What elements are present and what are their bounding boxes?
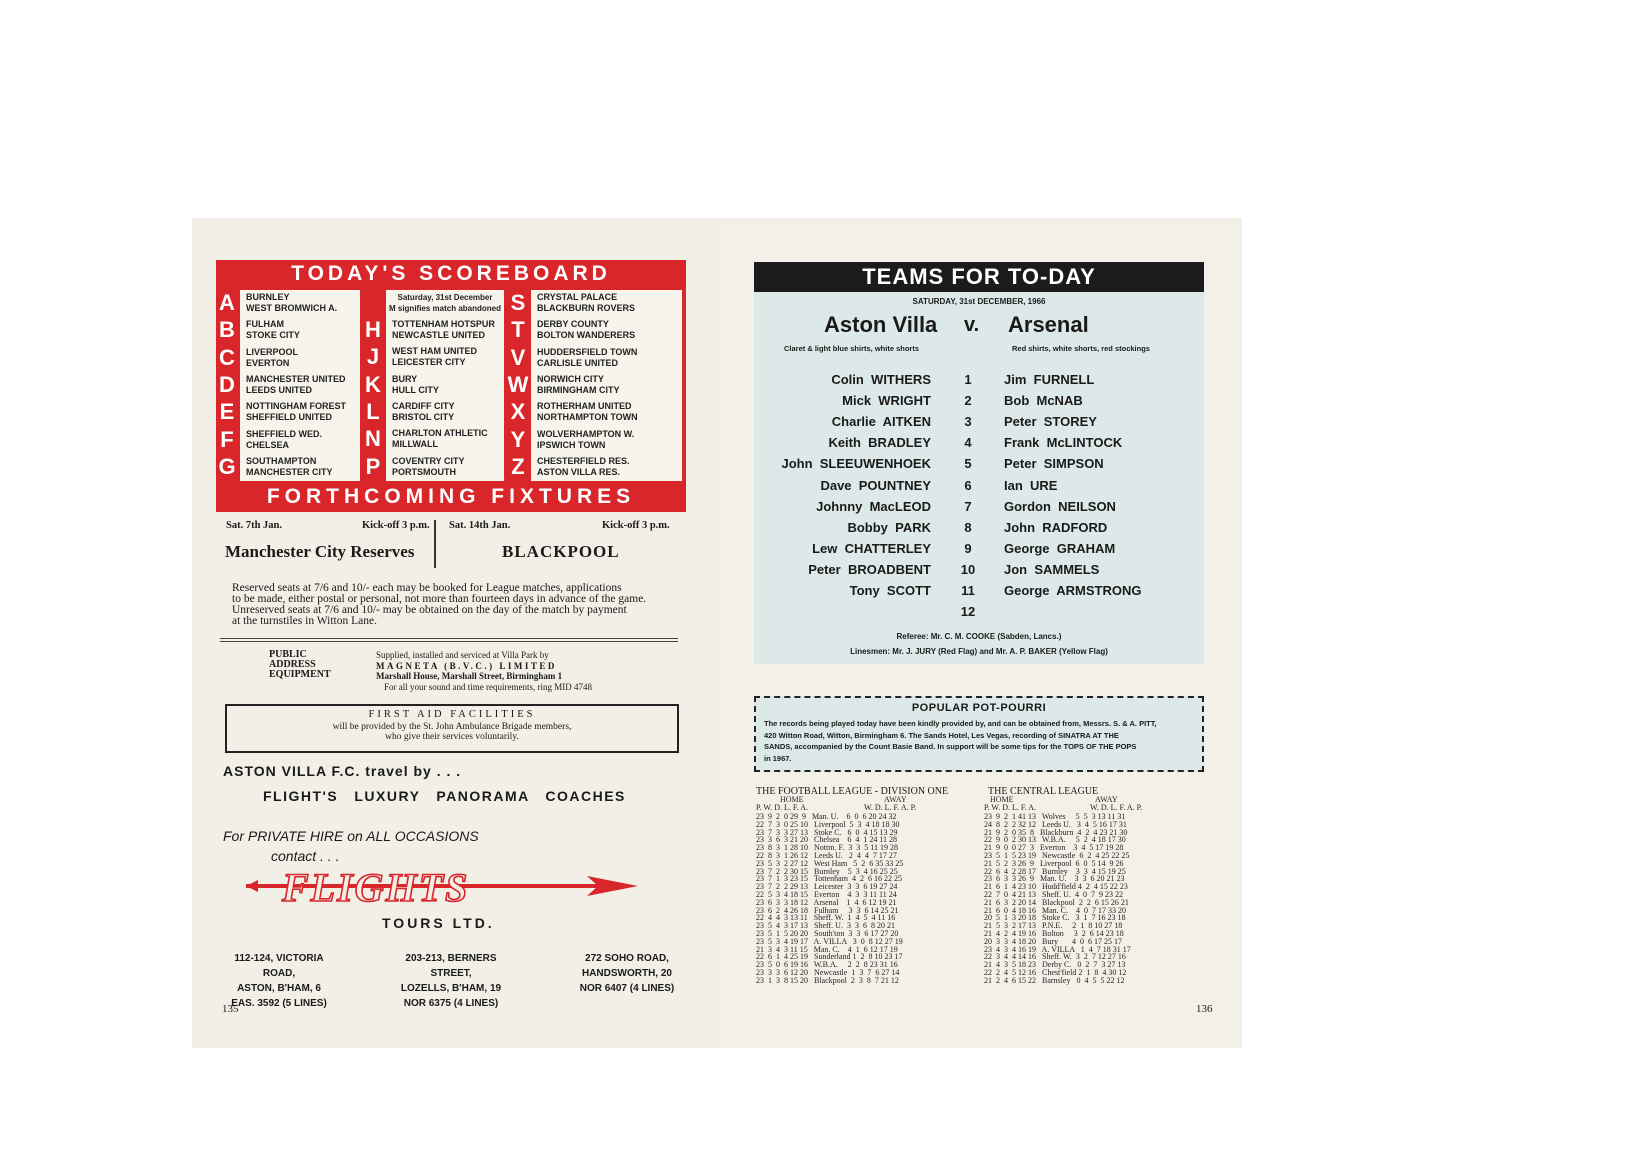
page-number-right: 136: [1196, 1003, 1213, 1015]
left-page: [192, 218, 720, 1048]
scoreboard-letter-p: P: [365, 453, 381, 479]
player-row: [754, 372, 1204, 390]
table-row: 23 8 3 1 28 10 Nottm. F. 3 3 5 11 19 28: [756, 843, 898, 853]
pa-text-line: Supplied, installed and serviced at Villa Park by: [376, 650, 549, 660]
fixture2-date: Sat. 14th Jan.: [449, 520, 511, 531]
table-row: 21 5 2 3 26 9 Liverpool 6 0 5 14 9 26: [984, 858, 1124, 868]
shirt-number: 6: [964, 477, 972, 493]
table-row: 21 9 0 0 27 3 Everton 3 4 5 17 19 28: [984, 843, 1124, 853]
table-row: 22 7 0 4 21 13 Sheff. U. 4 0 7 9 23 22: [984, 889, 1123, 899]
scoreboard-letter-h: H: [365, 317, 381, 342]
scoreboard-letter-j: J: [366, 344, 380, 370]
coaches-line: FLIGHT'S LUXURY PANORAMA COACHES: [263, 788, 626, 804]
scoreboard-letter-l: L: [366, 398, 380, 424]
pa-company: MAGNETA (B.V.C.) LIMITED: [376, 660, 557, 671]
shirt-number: 3: [964, 414, 972, 430]
away-club: LEEDS UNITED: [246, 384, 313, 395]
shirt-number: 12: [960, 604, 976, 620]
home-colours: Claret & light blue shirts, white shorts: [784, 344, 920, 353]
scoreboard-letter-t: T: [511, 317, 525, 343]
div1-away-label: AWAY: [884, 795, 907, 804]
table-row: 22 4 4 3 13 11 Sheff. W. 1 4 5 4 11 16: [756, 913, 896, 923]
table-row: 22 3 4 4 14 16 Sheff. W. 3 2 7 12 27 16: [984, 952, 1126, 962]
player-row: [754, 583, 1204, 601]
table-row: 22 2 4 5 12 16 Chest'field 2 1 8 4 30 12: [984, 967, 1127, 977]
table-row: 23 6 3 3 18 12 Arsenal 1 4 6 12 19 21: [756, 897, 897, 907]
table-row: 22 8 3 1 26 12 Leeds U. 2 4 4 7 17 27: [756, 850, 897, 860]
address-line: HANDSWORTH, 20: [581, 968, 672, 979]
home-player: Johnny MacLEOD: [816, 498, 931, 514]
table-row: 23 1 3 8 15 20 Blackpool 2 3 8 7 21 12: [756, 975, 899, 985]
home-club: DERBY COUNTY: [537, 319, 609, 330]
away-club: BIRMINGHAM CITY: [537, 384, 620, 395]
away-club: MILLWALL: [392, 439, 438, 450]
table-row: 21 4 3 5 18 23 Derby C. 0 2 7 3 27 13: [984, 960, 1126, 970]
address-3: [572, 951, 682, 996]
table-row: 23 3 3 6 12 20 Newcastle 1 3 7 6 27 14: [756, 967, 900, 977]
address-line: ASTON, B'HAM, 6: [237, 983, 321, 994]
home-player: Dave POUNTNEY: [820, 477, 931, 493]
shirt-number: 9: [964, 540, 972, 556]
away-player: Peter STOREY: [1004, 414, 1097, 430]
player-row: [754, 604, 1204, 622]
away-club: HULL CITY: [392, 384, 439, 395]
scoreboard-letter-f: F: [220, 426, 234, 452]
scoreboard-match: [246, 401, 346, 423]
div1-home-label: HOME: [780, 795, 804, 804]
table-row: 22 6 4 2 28 17 Burnley 3 3 4 15 19 25: [984, 866, 1126, 876]
away-club: EVERTON: [246, 357, 290, 368]
shirt-number: 2: [964, 393, 972, 409]
away-club: LEICESTER CITY: [392, 357, 466, 368]
player-row: [754, 478, 1204, 496]
scoreboard-match: [537, 292, 635, 314]
referee: Referee: Mr. C. M. COOKE (Sabden, Lancs.): [896, 632, 1062, 641]
table-row: 21 2 4 6 15 22 Barnsley 0 4 5 5 22 12: [984, 975, 1125, 985]
shirt-number: 5: [964, 456, 972, 472]
travel-line: ASTON VILLA F.C. travel by . . .: [223, 763, 462, 779]
home-player: Mick WRIGHT: [842, 393, 931, 409]
home-club: SOUTHAMPTON: [246, 455, 317, 466]
pa-label-line: EQUIPMENT: [269, 669, 331, 680]
address-line: NOR 6407 (4 LINES): [579, 983, 675, 994]
logo-arrow-tail: [246, 880, 258, 892]
away-colours: Red shirts, white shorts, red stockings: [1012, 344, 1150, 353]
first-aid-line: who give their services voluntarily.: [385, 732, 519, 742]
scoreboard-match: [392, 428, 488, 450]
table-row: 23 9 2 1 41 13 Wolves 5 5 3 13 11 31: [984, 812, 1126, 821]
table-row: 23 5 0 6 19 16 W.B.A. 2 2 8 23 31 16: [756, 960, 898, 970]
scoreboard-match: [246, 292, 337, 314]
home-player: John SLEEUWENHOEK: [781, 456, 931, 472]
address-line: 112-124, VICTORIA ROAD,: [234, 953, 324, 979]
central-cols: P. W. D. L. F. A.: [984, 803, 1037, 812]
fixture1-opponent: Manchester City Reserves: [225, 542, 415, 561]
table-row: 21 6 3 2 20 14 Blackpool 2 2 6 15 26 21: [984, 897, 1129, 907]
div1-cols: P. W. D. L. F. A.: [756, 803, 809, 812]
scoreboard: [216, 260, 686, 512]
fixture1-date: Sat. 7th Jan.: [226, 520, 283, 531]
fixture2-kickoff: Kick-off 3 p.m.: [602, 520, 670, 531]
potpourri-box: [754, 696, 1204, 772]
central-away-label: AWAY: [1095, 795, 1118, 804]
scoreboard-match: [246, 319, 300, 341]
linesmen: Linesmen: Mr. J. JURY (Red Flag) and Mr. A. P. BAKER (Yellow Flag): [850, 647, 1108, 656]
away-club: SHEFFIELD UNITED: [246, 412, 333, 423]
potpourri-line: 420 Witton Road, Witton, Birmingham 6. The Sands Hotel, Les Vegas, recording of SINATRA AT THE: [764, 730, 1119, 740]
potpourri-text: [764, 718, 1196, 764]
potpourri-line: The records being played today have been kindly provided by, and can be obtained from, Messrs. S. & A. PITT,: [764, 719, 1157, 728]
away-player: Bob McNAB: [1004, 393, 1083, 409]
scoreboard-match: [537, 319, 635, 341]
central-away-cols: W. D. L. F. A. P.: [1090, 803, 1143, 812]
scoreboard-match: [392, 346, 477, 368]
away-club: IPSWICH TOWN: [537, 439, 606, 450]
shirt-number: 10: [960, 561, 976, 577]
table-row: 23 5 3 2 27 12 West Ham 5 2 6 35 33 25: [756, 858, 904, 868]
table-row: 21 3 4 3 11 15 Man. C. 4 1 6 12 17 19: [756, 944, 898, 954]
table-row: 24 8 2 2 32 12 Leeds U. 3 4 5 16 17 31: [984, 819, 1127, 829]
div1-away-cols: W. D. L. F. A. P.: [864, 803, 917, 812]
home-club: LIVERPOOL: [246, 346, 299, 357]
potpourri-line: in 1967.: [764, 753, 792, 763]
reserved-line: Reserved seats at 7/6 and 10/- each may be booked for League matches, applications: [232, 582, 622, 594]
versus: v.: [964, 314, 980, 336]
away-club: CHELSEA: [246, 439, 290, 450]
home-club: WOLVERHAMPTON W.: [537, 428, 635, 439]
home-club: CHARLTON ATHLETIC: [392, 428, 488, 439]
table-row: 22 6 1 4 25 19 Sunderland 1 2 8 10 23 17: [756, 952, 903, 962]
player-row: [754, 414, 1204, 432]
home-club: MANCHESTER UNITED: [246, 373, 346, 384]
home-club: HUDDERSFIELD TOWN: [537, 346, 638, 357]
scoreboard-title: TODAY'S SCOREBOARD: [291, 262, 611, 285]
away-club: MANCHESTER CITY: [246, 466, 333, 477]
pa-label-line: PUBLIC: [269, 649, 307, 660]
home-club: CRYSTAL PALACE: [537, 292, 618, 302]
shirt-number: 4: [964, 435, 972, 451]
table-row: 21 9 2 0 35 8 Blackburn 4 2 4 23 21 30: [984, 827, 1128, 837]
tours-ltd: TOURS LTD.: [382, 915, 495, 931]
table-row: 23 7 3 3 27 13 Stoke C. 6 0 4 15 13 29: [756, 827, 898, 837]
address-line: EAS. 3592 (5 LINES): [231, 998, 327, 1009]
table-row: 22 5 3 4 18 15 Everton 4 3 3 11 11 24: [756, 889, 897, 899]
home-club: CHESTERFIELD RES.: [537, 455, 630, 466]
scoreboard-letter-w: W: [507, 371, 529, 397]
reserved-line: at the turnstiles in Witton Lane.: [232, 615, 377, 627]
player-row: [754, 541, 1204, 559]
home-club: FULHAM: [246, 319, 284, 330]
div1-table: [756, 813, 903, 985]
potpourri-title: POPULAR POT-POURRI: [911, 702, 1047, 714]
central-table: [984, 813, 1131, 985]
private-hire: For PRIVATE HIRE on ALL OCCASIONS: [223, 828, 479, 844]
scoreboard-match: [537, 456, 630, 478]
pa-text-line: Marshall House, Marshall Street, Birmingham 1: [376, 671, 563, 681]
address-1: [223, 951, 335, 1011]
away-club: NORTHAMPTON TOWN: [537, 412, 638, 423]
teams-panel: [754, 292, 1204, 664]
table-row: 21 5 3 2 17 13 P.N.E. 2 1 8 10 27 18: [984, 921, 1123, 931]
away-player: Jon SAMMELS: [1004, 561, 1100, 577]
fixtures-divider: [434, 520, 436, 568]
away-club: BRISTOL CITY: [392, 411, 455, 422]
table-row: 22 9 0 2 30 13 W.B.A. 5 2 4 18 17 30: [984, 835, 1126, 845]
scoreboard-letter-n: N: [365, 426, 381, 452]
match-date: SATURDAY, 31st DECEMBER, 1966: [912, 297, 1046, 306]
away-player: Peter SIMPSON: [1004, 456, 1104, 472]
divider: [220, 638, 678, 639]
home-player: Charlie AITKEN: [831, 414, 931, 430]
first-aid-box: [225, 704, 679, 753]
scoreboard-letter-z: Z: [511, 453, 525, 479]
away-team: Arsenal: [1008, 312, 1089, 337]
away-player: Gordon NEILSON: [1004, 498, 1116, 514]
table-row: 21 6 1 4 23 10 Hudd'field 4 2 4 15 22 23: [984, 882, 1128, 892]
home-player: Bobby PARK: [847, 519, 931, 535]
fixtures-title: FORTHCOMING FIXTURES: [266, 485, 636, 508]
scoreboard-letter-g: G: [218, 453, 236, 479]
table-row: 23 5 1 5 23 19 Newcastle 6 2 4 25 22 25: [984, 850, 1130, 860]
home-player: Colin WITHERS: [831, 372, 931, 387]
reserved-line: Unreserved seats at 7/6 and 10/- may be obtained on the day of the match by payment: [232, 604, 627, 616]
central-home-label: HOME: [990, 795, 1014, 804]
reserved-line: to be made, either postal or personal, not more than fourteen days in advance of the game.: [232, 593, 647, 605]
div1-title: THE FOOTBALL LEAGUE - DIVISION ONE: [756, 786, 949, 797]
table-row: 21 4 2 4 19 16 Bolton 3 2 6 14 23 18: [984, 928, 1124, 938]
pa-label: [269, 650, 331, 680]
shirt-number: 8: [964, 519, 972, 535]
table-row: 21 6 0 4 18 16 Man. C. 4 0 7 17 33 20: [984, 905, 1126, 915]
player-row: [754, 393, 1204, 411]
logo-text: FLIGHTS: [282, 865, 470, 910]
home-club: SHEFFIELD WED.: [246, 428, 322, 439]
reserved-seats-text: [232, 583, 682, 627]
away-player: George GRAHAM: [1004, 540, 1116, 556]
home-player: Peter BROADBENT: [808, 561, 931, 577]
right-page: [720, 218, 1242, 1048]
central-title: THE CENTRAL LEAGUE: [988, 786, 1099, 797]
scoreboard-letter-y: Y: [510, 426, 526, 452]
table-row: 20 5 1 3 20 18 Stoke C. 3 1 7 16 23 18: [984, 913, 1126, 923]
home-player: Keith BRADLEY: [828, 435, 931, 451]
scoreboard-match: [246, 374, 346, 396]
first-aid-title: FIRST AID FACILITIES: [368, 709, 536, 720]
scoreboard-match: [246, 429, 322, 451]
home-club: ROTHERHAM UNITED: [537, 401, 632, 412]
scoreboard-letter-d: D: [219, 371, 235, 397]
date-note-2: M signifies match abandoned: [388, 304, 501, 313]
scoreboard-match: [537, 401, 638, 423]
scoreboard-letter-b: B: [219, 317, 235, 343]
scoreboard-match: [392, 456, 465, 478]
player-row: [754, 562, 1204, 580]
address-2: [391, 951, 511, 1011]
table-row: 23 5 4 3 17 13 Sheff. U. 3 3 6 8 20 21: [756, 921, 895, 931]
table-row: 23 7 2 2 30 15 Burnley 5 3 4 16 25 25: [756, 866, 898, 876]
table-row: 20 3 3 4 18 20 Bury 4 0 6 17 25 17: [984, 936, 1122, 946]
scoreboard-letter-x: X: [510, 399, 526, 425]
scoreboard-match: [246, 347, 298, 369]
scoreboard-letter-s: S: [510, 290, 526, 315]
first-aid-line: will be provided by the St. John Ambulance Brigade members,: [332, 722, 572, 732]
shirt-number: 7: [964, 498, 972, 514]
home-player: Lew CHATTERLEY: [812, 540, 931, 556]
table-row: 23 5 3 4 19 17 A. VILLA 3 0 8 12 27 19: [756, 936, 903, 946]
pa-text: [376, 650, 592, 692]
flights-logo: [242, 862, 642, 914]
pa-text-line: For all your sound and time requirements, ring MID 4748: [384, 681, 592, 692]
player-row: [754, 499, 1204, 517]
scoreboard-match: [392, 319, 495, 341]
address-line: 203-213, BERNERS STREET,: [405, 953, 497, 979]
away-player: George ARMSTRONG: [1004, 583, 1142, 598]
home-player: Tony SCOTT: [849, 583, 931, 598]
shirt-number: 11: [961, 583, 975, 598]
player-row: [754, 456, 1204, 474]
home-team: Aston Villa: [824, 312, 938, 337]
away-club: BLACKBURN ROVERS: [537, 303, 636, 313]
scoreboard-letter-v: V: [510, 344, 526, 370]
scoreboard-letter-k: K: [365, 371, 381, 397]
table-row: 23 4 3 4 16 19 A. VILLA 1 4 7 18 31 17: [984, 944, 1131, 954]
table-row: 23 3 6 3 21 20 Chelsea 6 4 1 24 11 28: [756, 835, 898, 845]
home-club: COVENTRY CITY: [392, 455, 465, 466]
scoreboard-match: [246, 456, 333, 478]
address-line: 272 SOHO ROAD,: [585, 953, 669, 964]
fixture2-opponent: BLACKPOOL: [502, 542, 620, 561]
contact-line: contact . . .: [271, 848, 340, 864]
away-player: Jim FURNELL: [1004, 372, 1095, 387]
away-club: STOKE CITY: [246, 330, 300, 341]
away-player: Ian URE: [1004, 477, 1058, 493]
teams-banner: TEAMS FOR TO-DAY: [754, 262, 1204, 292]
address-line: NOR 6375 (4 LINES): [403, 998, 499, 1009]
page-number-left: 135: [222, 1003, 239, 1015]
table-row: 23 6 2 4 26 18 Fulham 3 3 6 14 25 21: [756, 905, 899, 915]
away-club: BOLTON WANDERERS: [537, 330, 636, 341]
table-row: 23 9 2 0 29 9 Man. U. 6 0 6 20 24 32: [756, 812, 897, 821]
scoreboard-match: [537, 429, 634, 451]
away-club: ASTON VILLA RES.: [537, 466, 621, 477]
away-club: WEST BROMWICH A.: [246, 303, 338, 313]
home-club: NOTTINGHAM FOREST: [246, 401, 346, 412]
scoreboard-match: [392, 374, 439, 396]
shirt-number: 1: [964, 372, 972, 387]
scoreboard-match: [392, 401, 455, 423]
scoreboard-letter-a: A: [219, 290, 235, 315]
fixture1-kickoff: Kick-off 3 p.m.: [362, 520, 430, 531]
scoreboard-match: [537, 374, 620, 396]
away-club: PORTSMOUTH: [392, 466, 456, 477]
player-row: [754, 520, 1204, 538]
scoreboard-letter-e: E: [219, 399, 235, 425]
potpourri-line: SANDS, accompanied by the Count Basie Band. In support will be some tips for the TOPS OF THE POPS: [764, 742, 1137, 751]
home-club: WEST HAM UNITED: [392, 346, 477, 357]
away-club: NEWCASTLE UNITED: [392, 330, 485, 340]
home-club: BURNLEY: [246, 292, 290, 302]
away-player: John RADFORD: [1004, 519, 1108, 535]
table-row: 23 6 3 3 26 9 Man. U. 3 3 6 20 21 23: [984, 874, 1125, 884]
scoreboard-letter-c: C: [219, 344, 235, 370]
table-row: 23 7 2 2 29 13 Leicester 3 3 6 19 27 24: [756, 882, 898, 892]
player-row: [754, 435, 1204, 453]
address-line: LOZELLS, B'HAM, 19: [400, 983, 502, 994]
table-row: 22 7 3 0 25 10 Liverpool 5 3 4 18 18 30: [756, 819, 900, 829]
home-club: BURY: [392, 373, 418, 384]
home-club: NORWICH CITY: [537, 373, 604, 384]
scoreboard-match: [537, 347, 637, 369]
home-club: CARDIFF CITY: [392, 400, 455, 411]
away-club: CARLISLE UNITED: [537, 357, 618, 368]
divider: [220, 641, 678, 642]
table-row: 23 5 1 5 20 20 South'ton 3 3 6 17 27 20: [756, 928, 899, 938]
away-player: Frank McLINTOCK: [1004, 435, 1123, 451]
date-note-1: Saturday, 31st December: [397, 293, 493, 302]
home-club: TOTTENHAM HOTSPUR: [392, 319, 495, 329]
pa-label-line: ADDRESS: [269, 659, 316, 670]
table-row: 23 7 1 3 23 15 Tottenham 4 2 6 16 22 25: [756, 874, 902, 884]
